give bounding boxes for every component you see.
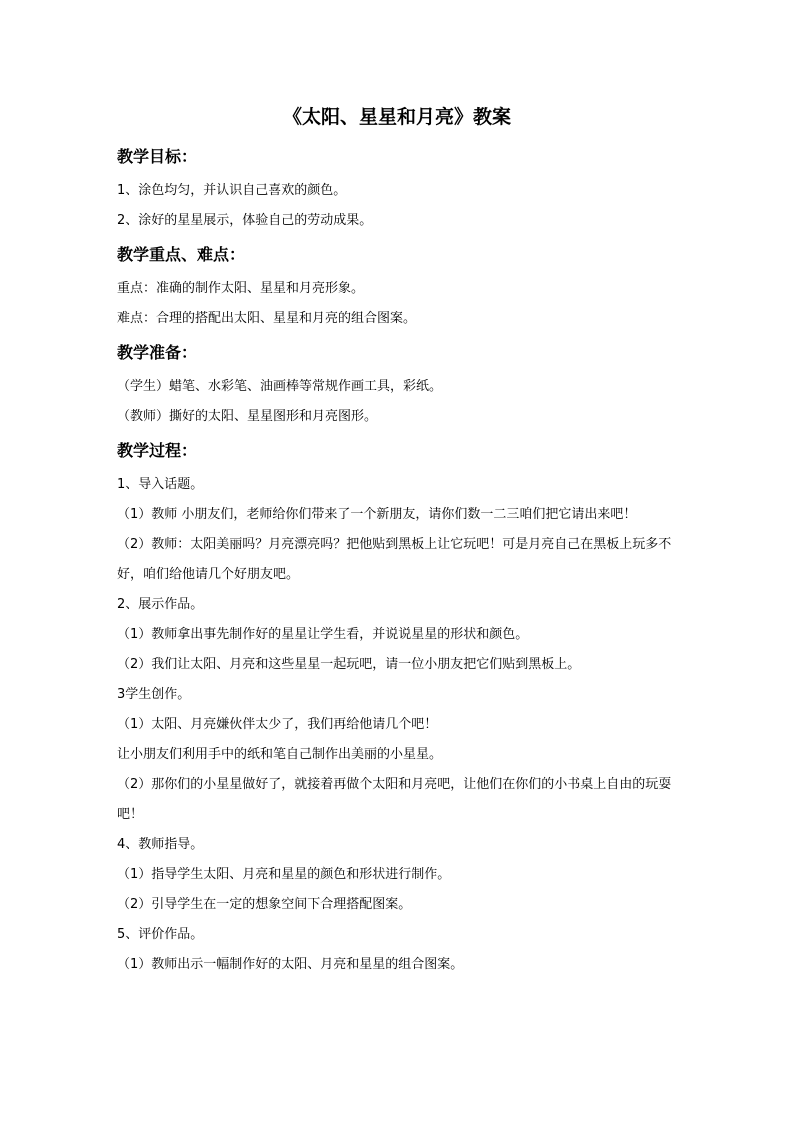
process-line: 让小朋友们利用手中的纸和笔自己制作出美丽的小星星。 (117, 747, 443, 762)
process-line: 4、教师指导。 (117, 837, 204, 852)
preparation-line: （教师）撕好的太阳、星星图形和月亮图形。 (117, 409, 378, 424)
section-heading-key-points: 教学重点、难点： (117, 245, 246, 264)
key-point-line: 重点：准确的制作太阳、星星和月亮形象。 (117, 281, 365, 296)
process-line: 1、导入话题。 (117, 477, 204, 492)
process-line: （1）教师出示一幅制作好的太阳、月亮和星星的组合图案。 (117, 957, 464, 972)
process-line: （1）太阳、月亮嫌伙伴太少了，我们再给他请几个吧！ (117, 717, 438, 732)
spacer (117, 236, 687, 244)
process-line: 3学生创作。 (117, 687, 191, 702)
process-line: （1）教师拿出事先制作好的星星让学生看，并说说星星的形状和颜色。 (117, 627, 529, 642)
process-line: 2、展示作品。 (117, 597, 204, 612)
goal-line: 1、涂色均匀，并认识自己喜欢的颜色。 (117, 183, 347, 198)
spacer (117, 334, 687, 342)
process-line: （2）那你们的小星星做好了，就接着再做个太阳和月亮吧，让他们在你们的小书桌上自由的玩耍吧！ (117, 777, 672, 822)
section-heading-goals: 教学目标： (117, 147, 198, 166)
spacer (117, 432, 687, 440)
process-line: （2）教师：太阳美丽吗？月亮漂亮吗？把他贴到黑板上让它玩吧！可是月亮自己在黑板上玩多不好，咱们给他请几个好朋友吧。 (117, 537, 672, 582)
section-heading-process: 教学过程： (117, 441, 198, 460)
section-heading-preparation: 教学准备： (117, 343, 198, 362)
process-line: （1）教师 小朋友们，老师给你们带来了一个新朋友，请你们数一二三咱们把它请出来吧！ (117, 507, 637, 522)
key-point-line: 难点：合理的搭配出太阳、星星和月亮的组合图案。 (117, 311, 417, 326)
document-body (117, 146, 687, 980)
process-line: （2）引导学生在一定的想象空间下合理搭配图案。 (117, 897, 412, 912)
process-line: （2）我们让太阳、月亮和这些星星一起玩吧，请一位小朋友把它们贴到黑板上。 (117, 657, 581, 672)
document-title: 《太阳、星星和月亮》教案 (282, 106, 511, 128)
process-line: （1）指导学生太阳、月亮和星星的颜色和形状进行制作。 (117, 867, 451, 882)
goal-line: 2、涂好的星星展示，体验自己的劳动成果。 (117, 213, 373, 228)
preparation-line: （学生）蜡笔、水彩笔、油画棒等常规作画工具，彩纸。 (117, 379, 443, 394)
process-line: 5、评价作品。 (117, 927, 204, 942)
